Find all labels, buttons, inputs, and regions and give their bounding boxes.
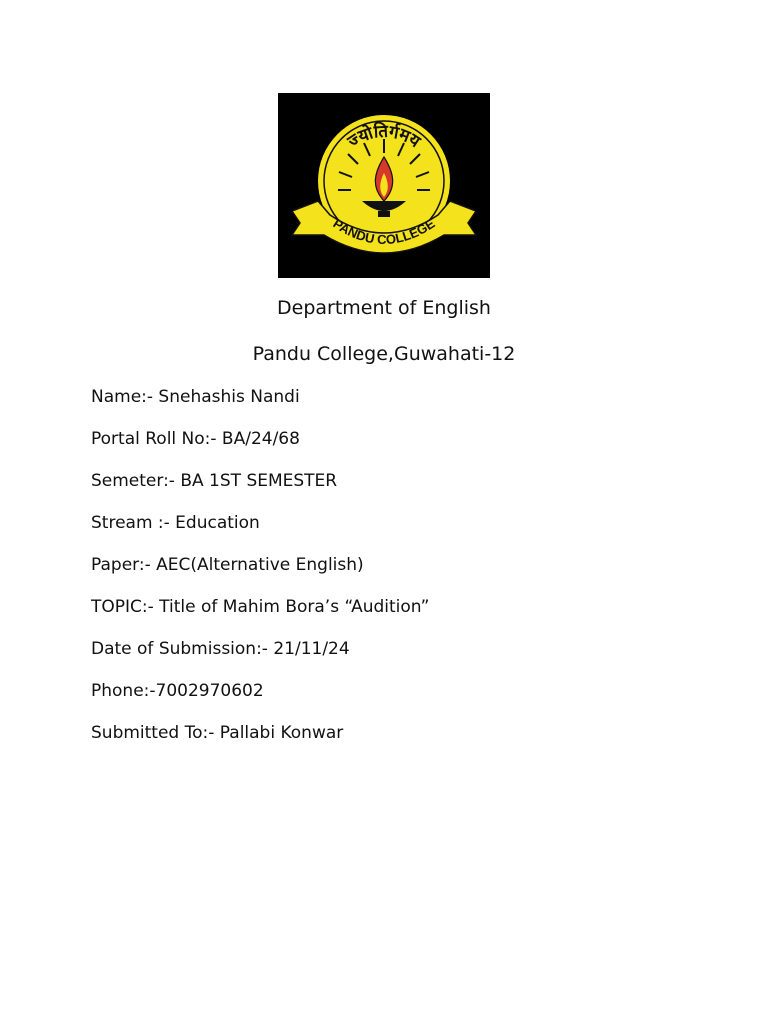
submission-details — [91, 385, 429, 763]
logo-banner-text: PANDU COLLEGE — [330, 215, 438, 248]
submitted-to-field: Submitted To:- Pallabi Konwar — [91, 723, 344, 743]
college-logo — [278, 93, 490, 278]
college-title: Pandu College,Guwahati-12 — [252, 343, 516, 365]
topic-field: TOPIC:- Title of Mahim Bora’s “Audition” — [91, 597, 430, 617]
phone-field: Phone:-7002970602 — [91, 681, 264, 701]
stream-field: Stream :- Education — [91, 513, 260, 533]
name-field: Name:- Snehashis Nandi — [91, 387, 300, 407]
logo-motto: ज्योतिर्गमय — [344, 121, 424, 153]
semester-field: Semeter:- BA 1ST SEMESTER — [91, 471, 338, 491]
portal-roll-field: Portal Roll No:- BA/24/68 — [91, 429, 300, 449]
department-title: Department of English — [277, 297, 491, 319]
paper-field: Paper:- AEC(Alternative English) — [91, 555, 364, 575]
submission-date-field: Date of Submission:- 21/11/24 — [91, 639, 350, 659]
